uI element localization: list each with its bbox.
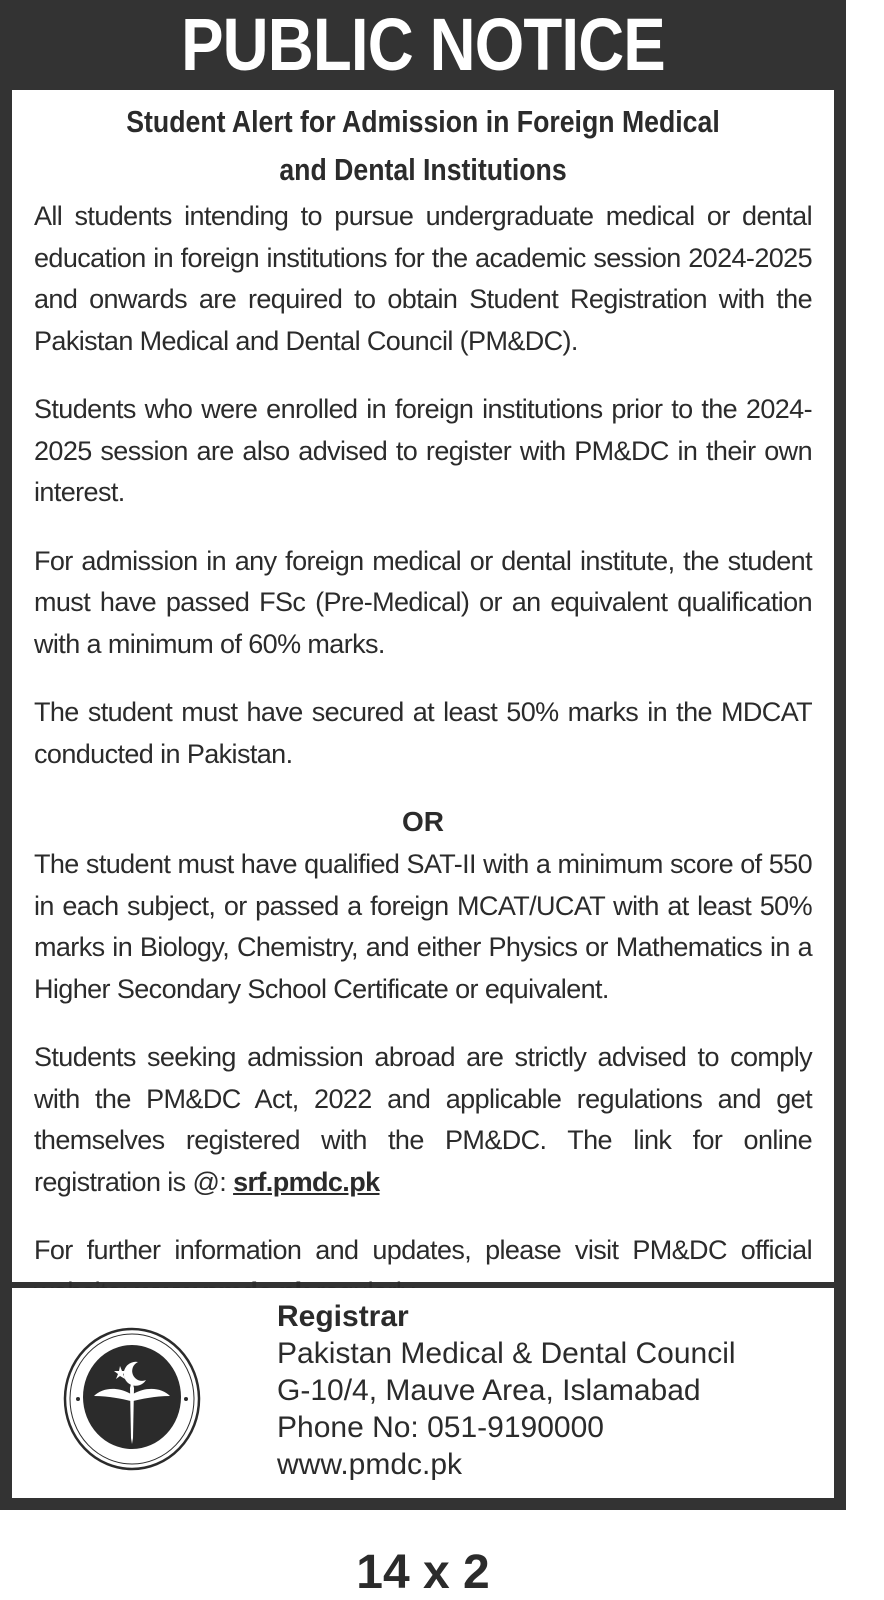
paragraph-compliance <box>34 1037 812 1203</box>
pmdc-seal-icon <box>62 1326 202 1472</box>
paragraph-registration-requirement: All students intending to pursue undergraduate medical or dental education in foreign institutions for the academic session 2024-2025 and onwards are required to obtain Student Registration with the Pakistan Medical and Dental Council (PM&DC). <box>34 201 812 356</box>
compliance-text: Students seeking admission abroad are strictly advised to comply with the PM&DC Act, 2022 and applicable regulations and get themselves registered with the PM&DC. The link for online registration is @: <box>34 1042 812 1197</box>
notice-headline: PUBLIC NOTICE <box>181 3 665 86</box>
paragraph-fsc-requirement: For admission in any foreign medical or dental institute, the student must have passed FSc (Pre-Medical) or an equivalent qualification with a minimum of 60% marks. <box>34 545 812 659</box>
registrar-title: Registrar <box>277 1300 409 1333</box>
phone-number: Phone No: 051-9190000 <box>277 1411 604 1444</box>
registrar-contact <box>277 1298 736 1483</box>
registrar-footer <box>12 1288 834 1498</box>
or-separator: OR <box>402 806 444 837</box>
notice-body <box>12 90 834 1282</box>
subtitle-line-2: and Dental Institutions <box>279 152 567 187</box>
paragraph-sat-requirement: The student must have qualified SAT-II with a minimum score of 550 in each subject, or passed a foreign MCAT/UCAT with at least 50% marks in Biology, Chemistry, and either Physics or Mathematics in a Higher Secondary School Certificate or equivalent. <box>34 849 812 1004</box>
notice-subtitle <box>70 98 777 194</box>
info-text: For further information and updates, please visit PM&DC official <box>34 1235 812 1265</box>
ad-size-label: 14 x 2 <box>356 1546 490 1599</box>
footer-website[interactable]: www.pmdc.pk <box>277 1448 463 1481</box>
paragraph-mdcat-requirement: The student must have secured at least 50% marks in the MDCAT conducted in Pakistan. <box>34 697 812 769</box>
subtitle-line-1: Student Alert for Admission in Foreign Medical <box>126 104 720 139</box>
paragraph-prior-enrolled: Students who were enrolled in foreign institutions prior to the 2024-2025 session are also advised to register with PM&DC in their own interest. <box>34 394 812 507</box>
organization-name: Pakistan Medical & Dental Council <box>277 1337 736 1370</box>
address: G-10/4, Mauve Area, Islamabad <box>277 1374 701 1407</box>
registration-link[interactable]: srf.pmdc.pk <box>233 1166 380 1197</box>
